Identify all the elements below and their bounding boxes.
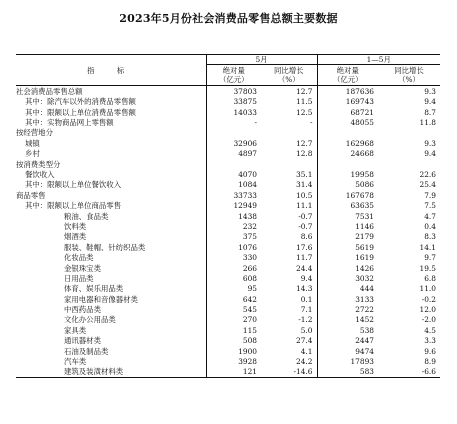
row-label: 其中：限额以上单位餐饮收入 — [16, 180, 206, 190]
ytd-abs-cell — [317, 159, 378, 169]
month-abs-cell: 642 — [242, 294, 257, 304]
ytd-yoy-cell: 3.3 — [424, 336, 436, 346]
month-yoy-cell: 9.4 — [261, 273, 317, 283]
month-yoy-cell: 24.2 — [261, 357, 317, 367]
month-yoy-label: 同比增长 — [273, 66, 304, 76]
table-row — [16, 253, 440, 263]
ytd-yoy-cell: 25.4 — [419, 180, 436, 190]
month-yoy-cell: 27.4 — [261, 336, 317, 346]
ytd-abs-cell: 1619 — [355, 253, 374, 263]
month-abs-cell: 115 — [242, 325, 257, 335]
month-yoy-cell: 0.1 — [261, 294, 317, 304]
table-row — [16, 305, 440, 315]
month-abs-cell: 32906 — [233, 138, 257, 148]
indicator-header: 指 标 — [16, 55, 206, 86]
table-row — [16, 118, 440, 128]
ytd-yoy-cell: 9.4 — [424, 97, 436, 107]
ytd-yoy-cell: -6.6 — [378, 367, 440, 378]
row-label: 建筑及装潢材料类 — [16, 367, 206, 378]
ytd-abs-cell: 3032 — [355, 273, 374, 283]
table-row — [16, 221, 440, 231]
row-label: 乡村 — [16, 149, 206, 159]
ytd-yoy-cell: 9.4 — [424, 149, 436, 159]
month-yoy-cell: 12.8 — [261, 149, 317, 159]
ytd-yoy-cell: -2.0 — [421, 315, 436, 325]
table-row — [16, 336, 440, 346]
row-label: 餐饮收入 — [16, 170, 206, 180]
ytd-yoy-cell: 8.3 — [424, 232, 436, 242]
table-row — [16, 357, 440, 367]
month-abs-cell: 232 — [242, 221, 257, 231]
table-row — [16, 211, 440, 221]
table-row — [16, 138, 440, 148]
ytd-yoy-cell: 14.1 — [419, 242, 436, 252]
row-label: 按消费类型分 — [16, 159, 206, 169]
month-abs-cell — [206, 159, 261, 169]
month-yoy-cell: 11.7 — [261, 253, 317, 263]
ytd-yoy-cell: 4.7 — [424, 211, 436, 221]
month-yoy-cell: 14.3 — [261, 284, 317, 294]
month-yoy-cell: 5.0 — [261, 325, 317, 335]
month-abs-cell: 4897 — [238, 149, 257, 159]
row-label: 其中：除汽车以外的消费品零售额 — [16, 97, 206, 107]
month-abs-cell: 270 — [242, 315, 257, 325]
ytd-abs-cell: 24668 — [350, 149, 374, 159]
month-abs-cell: 33875 — [233, 97, 257, 107]
row-label: 按经营地分 — [16, 128, 206, 138]
ytd-abs-unit: （亿元） — [332, 75, 363, 85]
month-yoy-cell — [261, 159, 317, 169]
ytd-abs-cell: 48055 — [350, 118, 374, 128]
month-yoy-cell: 12.7 — [261, 138, 317, 148]
row-label: 服装、鞋帽、针纺织品类 — [16, 242, 206, 252]
ytd-abs-cell: 68721 — [350, 107, 374, 117]
month-abs-cell: 375 — [242, 232, 257, 242]
table-row — [16, 273, 440, 283]
month-yoy-header — [261, 65, 317, 86]
ytd-abs-cell: 583 — [317, 367, 378, 378]
ytd-abs-cell: 7531 — [355, 211, 374, 221]
ytd-yoy-cell: 9.3 — [424, 86, 436, 96]
ytd-yoy-cell: 11.0 — [419, 284, 436, 294]
month-group-header: 5月 — [206, 55, 317, 65]
table-body — [16, 86, 440, 378]
row-label: 商品零售 — [16, 190, 206, 200]
ytd-yoy-cell: 19.5 — [419, 263, 436, 273]
ytd-abs-cell: 5086 — [355, 180, 374, 190]
month-abs-cell: 1438 — [238, 211, 257, 221]
ytd-yoy-cell: 22.6 — [419, 170, 436, 180]
month-yoy-cell: 10.5 — [261, 190, 317, 200]
month-abs-cell: 1076 — [238, 242, 257, 252]
month-yoy-unit: （%） — [277, 75, 300, 85]
ytd-abs-cell: 2179 — [355, 232, 374, 242]
table-row — [16, 128, 440, 138]
row-label: 烟酒类 — [16, 232, 206, 242]
ytd-abs-cell: 5619 — [355, 242, 374, 252]
table-row — [16, 97, 440, 107]
row-label: 其中：限额以上单位商品零售 — [16, 201, 206, 211]
row-label: 石油及制品类 — [16, 346, 206, 356]
month-yoy-cell — [261, 128, 317, 138]
ytd-abs-cell: 2447 — [355, 336, 374, 346]
row-label: 饮料类 — [16, 221, 206, 231]
ytd-yoy-cell: 12.0 — [419, 305, 436, 315]
ytd-abs-cell: 1426 — [355, 263, 374, 273]
ytd-abs-cell: 1146 — [355, 221, 374, 231]
month-abs-cell: 4070 — [238, 170, 257, 180]
table-row — [16, 86, 440, 97]
month-abs-label: 绝对量 — [222, 66, 245, 76]
month-abs-cell: 1900 — [238, 346, 257, 356]
ytd-yoy-header — [378, 65, 440, 86]
table-row — [16, 107, 440, 117]
table-row — [16, 367, 440, 378]
month-abs-cell: 33733 — [233, 190, 257, 200]
row-label: 其中：实物商品网上零售额 — [16, 118, 206, 128]
ytd-abs-cell: 444 — [359, 284, 374, 294]
ytd-abs-cell: 19958 — [350, 170, 374, 180]
table-row — [16, 242, 440, 252]
ytd-abs-cell — [317, 128, 378, 138]
ytd-yoy-cell: 11.8 — [419, 118, 436, 128]
table-row — [16, 315, 440, 325]
month-yoy-cell: -1.2 — [261, 315, 317, 325]
month-abs-cell: 266 — [242, 263, 257, 273]
ytd-yoy-cell — [378, 128, 440, 138]
month-abs-cell: 95 — [247, 284, 257, 294]
row-label: 体育、娱乐用品类 — [16, 284, 206, 294]
table-row — [16, 232, 440, 242]
table-row — [16, 284, 440, 294]
month-abs-cell: 14033 — [233, 107, 257, 117]
table-row — [16, 190, 440, 200]
ytd-yoy-cell: 0.4 — [424, 221, 436, 231]
ytd-abs-cell: 169743 — [345, 97, 374, 107]
row-label: 文化办公用品类 — [16, 315, 206, 325]
retail-sales-table — [16, 54, 440, 378]
row-label: 中西药品类 — [16, 305, 206, 315]
month-abs-header — [206, 65, 261, 86]
row-label: 通讯器材类 — [16, 336, 206, 346]
ytd-abs-cell: 63635 — [350, 201, 374, 211]
ytd-yoy-cell — [378, 159, 440, 169]
month-abs-cell: 608 — [242, 273, 257, 283]
ytd-abs-cell: 162968 — [345, 138, 374, 148]
ytd-yoy-label: 同比增长 — [394, 66, 424, 76]
month-abs-cell: 330 — [242, 253, 257, 263]
month-yoy-cell: 17.6 — [261, 242, 317, 252]
row-label: 化妆品类 — [16, 253, 206, 263]
ytd-abs-cell: 538 — [359, 325, 374, 335]
month-abs-cell: 508 — [242, 336, 257, 346]
month-abs-cell: 3928 — [238, 357, 257, 367]
row-label: 家用电器和音像器材类 — [16, 294, 206, 304]
ytd-yoy-cell: 7.5 — [424, 201, 436, 211]
table-row — [16, 180, 440, 190]
table-row — [16, 325, 440, 335]
ytd-yoy-cell: 6.8 — [424, 273, 436, 283]
month-yoy-cell: 4.1 — [261, 346, 317, 356]
month-yoy-cell: - — [261, 118, 317, 128]
ytd-group-header: 1—5月 — [317, 55, 440, 65]
ytd-abs-label: 绝对量 — [336, 66, 359, 76]
table-row — [16, 159, 440, 169]
month-abs-cell: 12949 — [233, 201, 257, 211]
month-abs-cell: 545 — [242, 305, 257, 315]
ytd-yoy-cell: 9.6 — [424, 346, 436, 356]
month-abs-cell — [206, 128, 261, 138]
table-row — [16, 294, 440, 304]
month-yoy-cell: 35.1 — [261, 170, 317, 180]
month-yoy-cell: 7.1 — [261, 305, 317, 315]
ytd-yoy-cell: 7.9 — [424, 190, 436, 200]
ytd-abs-cell: 2722 — [355, 305, 374, 315]
ytd-abs-cell: 167678 — [345, 190, 374, 200]
month-abs-unit: （亿元） — [218, 75, 249, 85]
month-yoy-cell: 11.1 — [261, 201, 317, 211]
month-yoy-cell: -0.7 — [261, 221, 317, 231]
ytd-abs-cell: 187636 — [345, 86, 374, 96]
table-row — [16, 263, 440, 273]
month-yoy-cell: 11.5 — [261, 97, 317, 107]
ytd-yoy-cell: 9.7 — [424, 253, 436, 263]
row-label: 金银珠宝类 — [16, 263, 206, 273]
ytd-abs-cell: 1452 — [355, 315, 374, 325]
table-row — [16, 346, 440, 356]
month-yoy-cell: 12.5 — [261, 107, 317, 117]
month-yoy-cell: -0.7 — [261, 211, 317, 221]
document-title: 2023年5月份社会消费品零售总额主要数据 — [119, 12, 338, 25]
ytd-abs-header — [317, 65, 378, 86]
row-label: 汽车类 — [16, 357, 206, 367]
month-yoy-cell: 12.7 — [261, 86, 317, 97]
row-label: 城镇 — [16, 138, 206, 148]
table-row — [16, 201, 440, 211]
table-row — [16, 149, 440, 159]
month-yoy-cell: 31.4 — [261, 180, 317, 190]
month-abs-cell: - — [254, 118, 257, 128]
ytd-yoy-cell: 8.9 — [424, 357, 436, 367]
month-yoy-cell: 8.6 — [261, 232, 317, 242]
row-label: 其中：限额以上单位消费品零售额 — [16, 107, 206, 117]
month-abs-cell: 1084 — [238, 180, 257, 190]
row-label: 社会消费品零售总额 — [16, 86, 206, 97]
month-abs-cell: 37803 — [233, 86, 257, 96]
ytd-yoy-cell: 4.5 — [424, 325, 436, 335]
ytd-yoy-cell: -0.2 — [421, 294, 436, 304]
row-label: 家具类 — [16, 325, 206, 335]
row-label: 日用品类 — [16, 273, 206, 283]
month-yoy-cell: -14.6 — [261, 367, 317, 378]
month-yoy-cell: 24.4 — [261, 263, 317, 273]
row-label: 粮油、食品类 — [16, 211, 206, 221]
table-row — [16, 170, 440, 180]
ytd-abs-cell: 17893 — [350, 357, 374, 367]
ytd-abs-cell: 3133 — [355, 294, 374, 304]
ytd-yoy-cell: 9.3 — [424, 138, 436, 148]
ytd-yoy-cell: 8.7 — [424, 107, 436, 117]
month-abs-cell: 121 — [206, 367, 261, 378]
ytd-yoy-unit: （%） — [398, 75, 420, 85]
ytd-abs-cell: 9474 — [355, 346, 374, 356]
